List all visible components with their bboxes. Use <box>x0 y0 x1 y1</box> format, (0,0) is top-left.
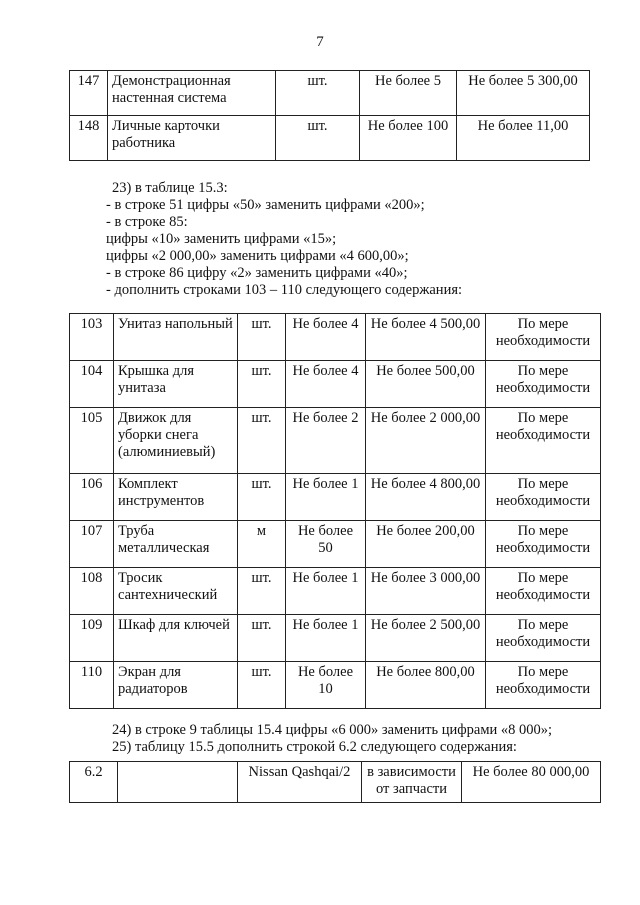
price: Не более 4 800,00 <box>366 474 486 521</box>
amendment-line: - в строке 85: <box>106 214 188 230</box>
unit: шт. <box>238 662 286 709</box>
vehicle: Nissan Qashqai/2 <box>238 762 362 803</box>
item-name: Шкаф для ключей <box>114 615 238 662</box>
quantity: Не более 100 <box>360 116 457 161</box>
quantity: Не более 10 <box>286 662 366 709</box>
row-number: 107 <box>70 521 114 568</box>
row-number: 103 <box>70 314 114 361</box>
item-name: Крышка для унитаза <box>114 361 238 408</box>
amendment-line: - в строке 51 цифры «50» заменить цифрами «200»; <box>106 197 425 213</box>
amendment-line: 24) в строке 9 таблицы 15.4 цифры «6 000» заменить цифрами «8 000»; <box>112 722 553 738</box>
quantity: Не более 1 <box>286 568 366 615</box>
table-row <box>70 314 601 361</box>
item-name: Демонстрационная настенная система <box>108 71 276 116</box>
row-number: 106 <box>70 474 114 521</box>
item-name: Комплект инструментов <box>114 474 238 521</box>
amendment-line: цифры «2 000,00» заменить цифрами «4 600,00»; <box>106 248 409 264</box>
unit: шт. <box>238 568 286 615</box>
unit: шт. <box>238 408 286 474</box>
quantity: в зависимости от запчасти <box>362 762 462 803</box>
price: Не более 5 300,00 <box>457 71 590 116</box>
table-row <box>70 361 601 408</box>
unit: шт. <box>238 615 286 662</box>
row-number: 109 <box>70 615 114 662</box>
unit: шт. <box>238 474 286 521</box>
quantity: Не более 1 <box>286 615 366 662</box>
quantity: Не более 1 <box>286 474 366 521</box>
row-number: 147 <box>70 71 108 116</box>
table-row <box>70 116 590 161</box>
quantity: Не более 4 <box>286 314 366 361</box>
row-number: 6.2 <box>70 762 118 803</box>
unit: шт. <box>276 71 360 116</box>
table-row <box>70 568 601 615</box>
page-number: 7 <box>316 34 324 50</box>
table-row <box>70 615 601 662</box>
term: По мере необходимости <box>486 361 601 408</box>
amendment-line: 25) таблицу 15.5 дополнить строкой 6.2 следующего содержания: <box>112 739 517 755</box>
item-name: Унитаз напольный <box>114 314 238 361</box>
table-row <box>70 71 590 116</box>
table-row <box>70 521 601 568</box>
amendment-line: 23) в таблице 15.3: <box>112 180 228 196</box>
term: По мере необходимости <box>486 408 601 474</box>
price: Не более 2 500,00 <box>366 615 486 662</box>
quantity: Не более 4 <box>286 361 366 408</box>
table-row <box>70 474 601 521</box>
amendment-line: - дополнить строками 103 – 110 следующего содержания: <box>106 282 463 298</box>
price: Не более 80 000,00 <box>462 762 601 803</box>
term: По мере необходимости <box>486 662 601 709</box>
item-name: Тросик сантехнический <box>114 568 238 615</box>
term: По мере необходимости <box>486 474 601 521</box>
unit: м <box>238 521 286 568</box>
row-number: 104 <box>70 361 114 408</box>
item-name: Личные карточки работника <box>108 116 276 161</box>
price: Не более 200,00 <box>366 521 486 568</box>
quantity: Не более 50 <box>286 521 366 568</box>
amendment-24-25 <box>112 722 612 756</box>
table-row <box>70 762 601 803</box>
term: По мере необходимости <box>486 314 601 361</box>
price: Не более 2 000,00 <box>366 408 486 474</box>
price: Не более 800,00 <box>366 662 486 709</box>
row-number: 105 <box>70 408 114 474</box>
amendment-line: - в строке 86 цифру «2» заменить цифрами «40»; <box>106 265 408 281</box>
unit: шт. <box>238 314 286 361</box>
table-147-148 <box>69 70 590 161</box>
price: Не более 500,00 <box>366 361 486 408</box>
table-row <box>70 408 601 474</box>
quantity: Не более 5 <box>360 71 457 116</box>
price: Не более 4 500,00 <box>366 314 486 361</box>
item-name: Экран для радиаторов <box>114 662 238 709</box>
table-6-2 <box>69 761 601 803</box>
unit: шт. <box>238 361 286 408</box>
table-row <box>70 662 601 709</box>
price: Не более 11,00 <box>457 116 590 161</box>
term: По мере необходимости <box>486 615 601 662</box>
empty-cell <box>118 762 238 803</box>
amendment-23 <box>106 180 612 299</box>
unit: шт. <box>276 116 360 161</box>
row-number: 148 <box>70 116 108 161</box>
table-103-110 <box>69 313 601 709</box>
term: По мере необходимости <box>486 568 601 615</box>
row-number: 108 <box>70 568 114 615</box>
quantity: Не более 2 <box>286 408 366 474</box>
item-name: Труба металлическая <box>114 521 238 568</box>
row-number: 110 <box>70 662 114 709</box>
price: Не более 3 000,00 <box>366 568 486 615</box>
term: По мере необходимости <box>486 521 601 568</box>
item-name: Движок для уборки снега (алюминиевый) <box>114 408 238 474</box>
amendment-line: цифры «10» заменить цифрами «15»; <box>106 231 337 247</box>
